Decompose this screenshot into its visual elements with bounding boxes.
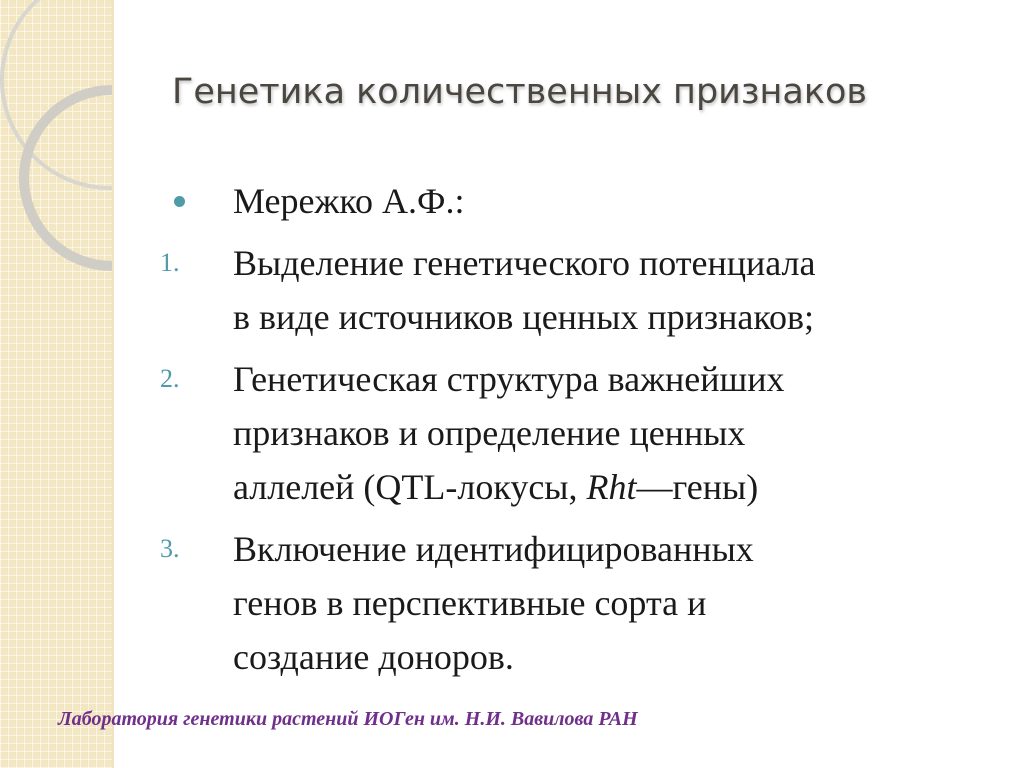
item-number: 1. (160, 248, 180, 277)
item-text-line: Включение идентифицированных (233, 529, 754, 569)
item-number: 3. (160, 534, 180, 563)
bullet-text: Мережко А.Ф.: (233, 181, 465, 221)
slide-title: Генетика количественных признаков (172, 72, 868, 112)
bullet-item (160, 174, 1000, 228)
numbered-item-3 (160, 522, 1000, 684)
item-text-line: Выделение генетического потенциала (233, 243, 816, 283)
bullet-marker (160, 174, 220, 228)
item-text-line: —гены) (636, 467, 759, 507)
item-text-line: аллелей (QTL-локусы, (233, 467, 587, 507)
item-text-line: признаков и определение ценных (233, 413, 746, 453)
gene-name-italic: Rht (586, 467, 637, 507)
footer-text: Лаборатория генетики растений ИОГен им. Н.И. Вавилова РАН (58, 708, 638, 730)
numbered-item-1 (160, 236, 1000, 344)
slide-content (160, 174, 1000, 692)
item-text-line: создание доноров. (233, 637, 514, 677)
decorative-side-band (0, 0, 112, 768)
item-text-line: в виде источников ценных признаков; (233, 297, 815, 337)
item-number: 2. (160, 364, 180, 393)
band-edge-divider (112, 0, 114, 768)
numbered-item-2 (160, 352, 1000, 514)
item-text-line: Генетическая структура важнейших (233, 359, 785, 399)
decorative-circles (0, 0, 112, 768)
bullet-dot-icon (174, 196, 185, 207)
item-text-line: генов в перспективные сорта и (233, 583, 707, 623)
